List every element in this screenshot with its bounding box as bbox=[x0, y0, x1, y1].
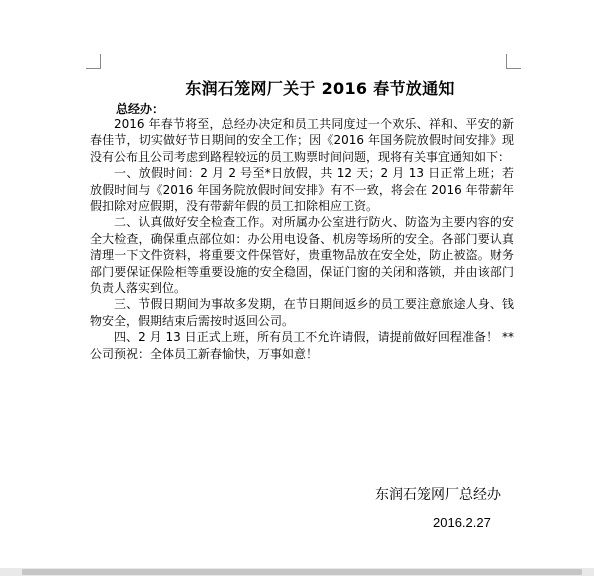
page-corner-mark-top-left bbox=[86, 54, 101, 69]
paragraph-return-to-work: 四、2 月 13 日正式上班，所有员工不允许请假，请提前做好回程准备！ **公司预祝：全体员工新春愉快，万事如意！ bbox=[90, 330, 514, 361]
horizontal-scrollbar-thumb[interactable] bbox=[22, 569, 582, 575]
salutation: 总经办： bbox=[116, 102, 165, 116]
horizontal-scrollbar[interactable] bbox=[0, 568, 594, 576]
paragraph-travel-safety: 三、节假日期间为事故多发期，在节日期间返乡的员工要注意旅途人身、钱物安全，假期结束后需按时返回公司。 bbox=[90, 297, 514, 328]
paragraph-intro: 2016 年春节将至，总经办决定和员工共同度过一个欢乐、祥和、平安的新春佳节，切实做好节日期间的安全工作；因《2016 年国务院放假时间安排》现没有公布且公司考虑到路程较远的员工购票时间问题，现将有关事宜通知如下： bbox=[90, 117, 514, 164]
paragraph-holiday-time: 一、放假时间：2 月 2 号至*日放假，共 12 天；2 月 13 日正常上班；若放假时间与《2016 年国务院放假时间安排》有不一致，将会在 2016 年带薪年假扣除对应假期，没有带薪年假的员工扣除相应工资。 bbox=[90, 166, 514, 214]
signature: 东润石笼网厂总经办 bbox=[375, 487, 501, 503]
document-body bbox=[90, 116, 514, 362]
document-date: 2016.2.27 bbox=[433, 515, 491, 530]
document-title: 东润石笼网厂关于 2016 春节放通知 bbox=[185, 79, 455, 98]
paragraph-safety-check: 二、认真做好安全检查工作。对所属办公室进行防火、防盗为主要内容的安全大检查，确保重点部位如：办公用电设备、机房等场所的安全。各部门要认真清理一下文件资料，将重要文件保管好，贵重物品放在安全处，防止被盗。财务部门要保证保险柜等重要设施的安全稳固，保证门窗的关闭和落锁，并由该部门负责人落实到位。 bbox=[90, 215, 514, 296]
page-corner-mark-top-right bbox=[506, 54, 521, 69]
